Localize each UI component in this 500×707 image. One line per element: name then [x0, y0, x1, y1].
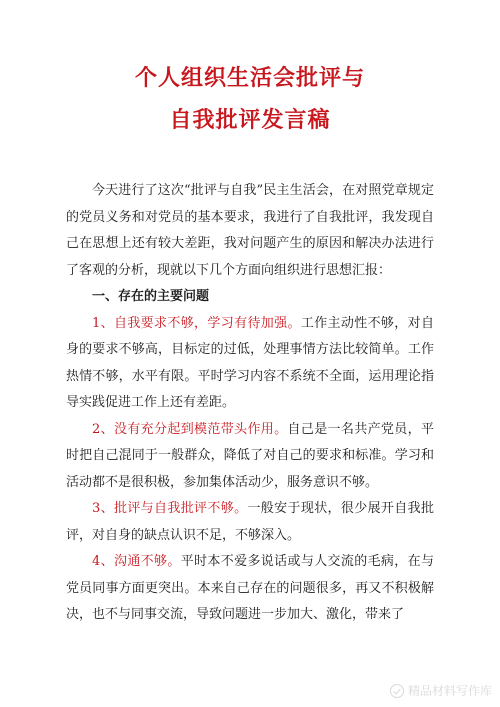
item-text: 平时本不爱多说话或与人交流的毛病，在与党员同事方面更突出。本来自己存在的问题很多，再又不积极解决，也不与同事交流，导致问题进一步加大、激化，带来了 — [66, 554, 434, 622]
problem-item-2 — [66, 417, 434, 497]
title-line-2: 自我批评发言稿 — [169, 108, 331, 133]
document-title — [66, 58, 434, 142]
problem-item-3 — [66, 496, 434, 549]
item-prefix: 1、 — [92, 315, 114, 331]
title-line-1: 个人组织生活会批评与 — [134, 66, 365, 91]
item-text: 工作主动性不够，对自身的要求不够高，目标定的过低，处理事情方法比较简单。工作热情不够，水平有限。平时学习内容不系统不全面，运用理论指导实践促进工作上还有差距。 — [66, 315, 434, 410]
watermark-text: 精品材料写作库 — [407, 684, 492, 698]
item-text: 一般安于现状，很少展开自我批评，对自身的缺点认识不足，不够深入。 — [66, 501, 434, 543]
item-text: 自己是一名共产党员，平时把自己混同于一般群众，降低了对自己的要求和标准。学习和活动都不是很积极，参加集体活动少，服务意识不够。 — [66, 421, 434, 490]
problem-item-1 — [66, 311, 434, 417]
item-highlight: 沟通不够。 — [113, 554, 181, 569]
watermark-logo-icon — [390, 684, 404, 698]
item-prefix: 2、 — [92, 421, 114, 437]
item-highlight: 自我要求不够，学习有待加强。 — [113, 315, 301, 331]
section-heading: 一、存在的主要问题 — [92, 289, 210, 304]
item-prefix: 3、 — [92, 501, 114, 516]
document-body — [66, 178, 434, 629]
problem-item-4 — [66, 549, 434, 629]
item-highlight: 批评与自我批评不够。 — [113, 501, 248, 516]
intro-paragraph: 今天进行了这次“批评与自我”民主生活会，在对照党章规定的党员义务和对党员的基本要求，我进行了自我批评，我发现自己在思想上还有较大差距，我对问题产生的原因和解决办法进行了客观的分析，现就以下几个方面向组织进行思想汇报： — [66, 183, 434, 278]
item-prefix: 4、 — [92, 554, 114, 569]
item-highlight: 没有充分起到模范带头作用。 — [113, 421, 288, 437]
watermark — [390, 682, 492, 699]
